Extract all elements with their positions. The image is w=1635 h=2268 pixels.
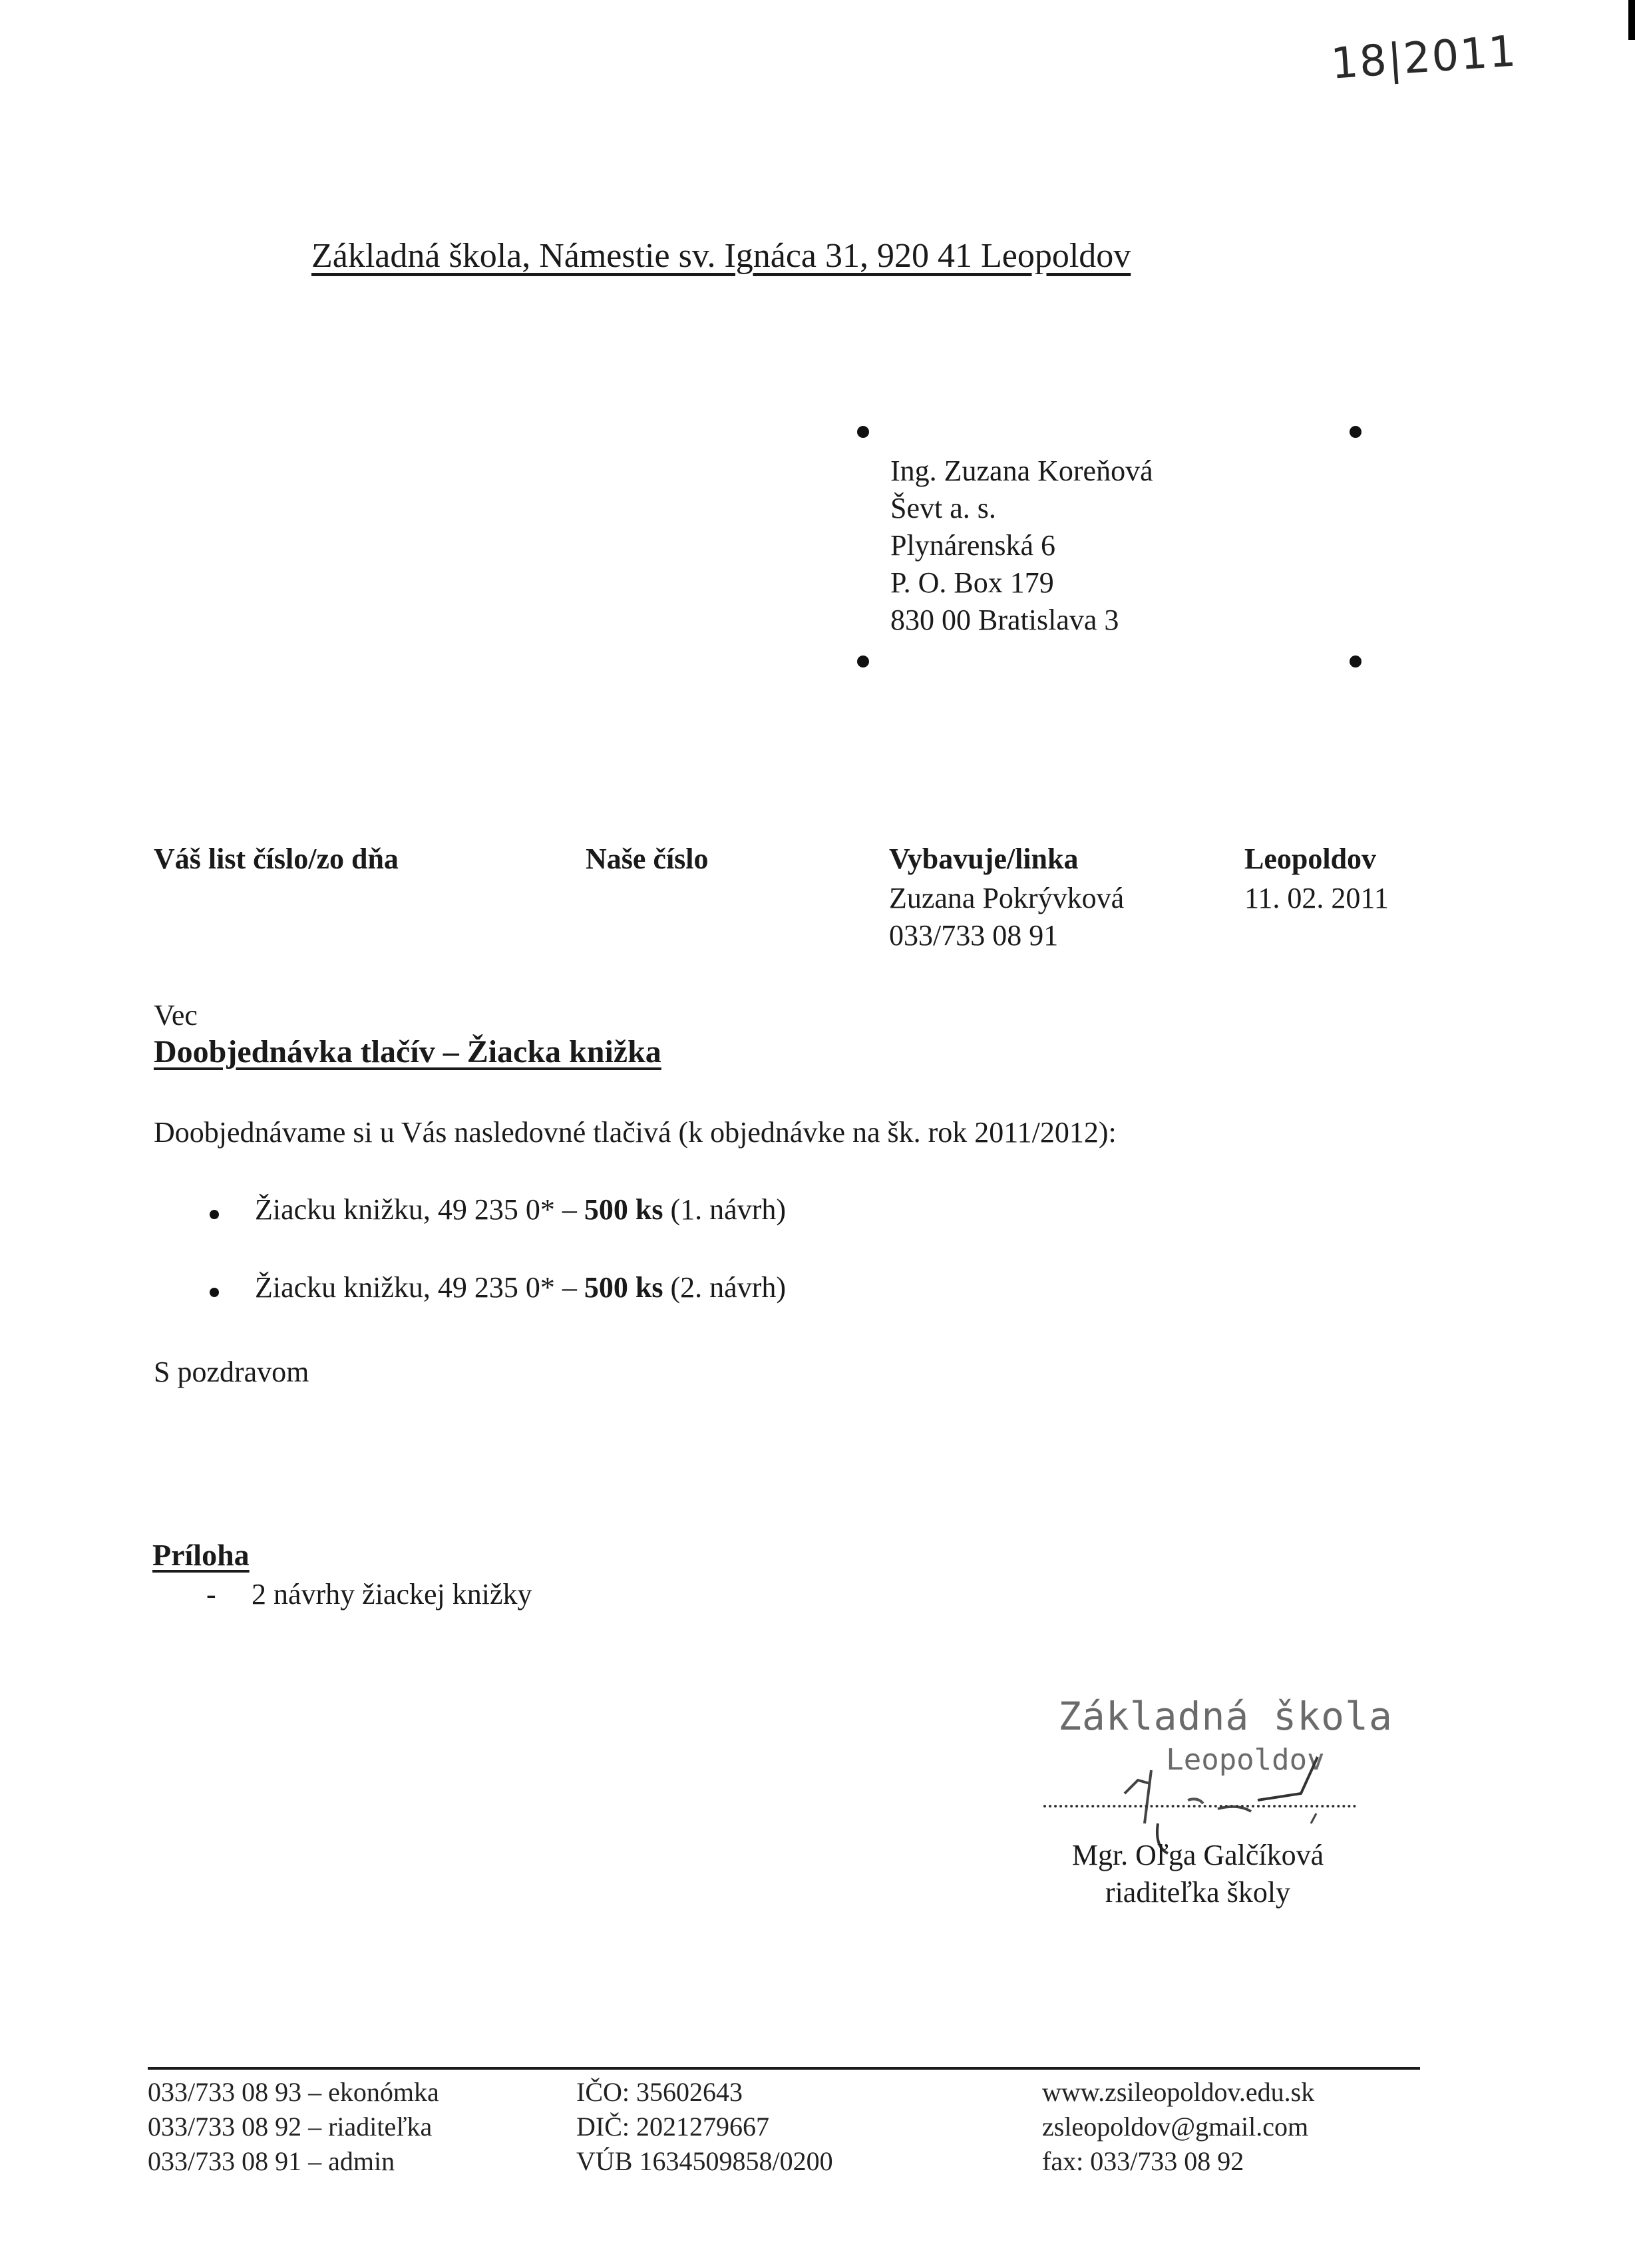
footer-line: 033/733 08 91 – admin: [148, 2146, 395, 2176]
footer-divider: [148, 2067, 1420, 2070]
footer-line: IČO: 35602643: [576, 2077, 743, 2107]
footer-line: 033/733 08 93 – ekonómka: [148, 2077, 439, 2107]
order-item-desc: Žiacku knižku, 49 235 0* –: [255, 1193, 584, 1226]
attachment-item: 2 návrhy žiackej knižky: [252, 1578, 532, 1610]
order-item-qty: 500 ks: [584, 1271, 663, 1304]
signer-block: [1058, 1837, 1338, 1911]
attachment-heading: Príloha: [152, 1538, 250, 1572]
our-number-label: Naše číslo: [586, 843, 709, 875]
order-item: [255, 1193, 786, 1227]
closing-greeting: S pozdravom: [154, 1356, 309, 1388]
bullet-icon: [210, 1210, 219, 1219]
stamp-line-2: Leopoldov: [1166, 1743, 1325, 1777]
footer-line: VÚB 1634509858/0200: [576, 2146, 833, 2176]
order-item-qty: 500 ks: [584, 1193, 663, 1226]
footer-line: 033/733 08 92 – riaditeľka: [148, 2112, 433, 2142]
address-window-corner-br: [1350, 656, 1362, 667]
signer-name: Mgr. Oľga Galčíková: [1071, 1839, 1324, 1871]
recipient-address: [890, 453, 1153, 639]
footer-phones: [148, 2075, 439, 2179]
order-item-note: (2. návrh): [663, 1271, 787, 1304]
footer-ids: [576, 2075, 833, 2179]
order-item: [255, 1270, 786, 1304]
stamp-line-1: Základná škola: [1058, 1694, 1393, 1739]
recipient-line: Plynárenská 6: [890, 529, 1056, 562]
address-window-corner-bl: [857, 656, 869, 667]
signer-role: riaditeľka školy: [1105, 1876, 1291, 1909]
footer-line: fax: 033/733 08 92: [1042, 2146, 1244, 2176]
handled-by-name: Zuzana Pokrývková: [889, 882, 1125, 914]
scan-edge-mark: [1628, 0, 1635, 40]
bullet-icon: [210, 1288, 219, 1297]
recipient-line: P. O. Box 179: [890, 566, 1054, 599]
recipient-line: Ševt a. s.: [890, 492, 996, 524]
recipient-line: Ing. Zuzana Koreňová: [890, 455, 1153, 487]
handled-by-label: Vybavuje/linka: [889, 843, 1079, 875]
order-item-note: (1. návrh): [663, 1193, 787, 1226]
recipient-line: 830 00 Bratislava 3: [890, 604, 1119, 636]
your-letter-label: Váš list číslo/zo dňa: [154, 843, 399, 875]
footer-line: www.zsileopoldov.edu.sk: [1042, 2077, 1315, 2107]
handled-by-phone: 033/733 08 91: [889, 919, 1059, 952]
address-window-corner-tr: [1350, 426, 1362, 438]
footer-contacts: [1042, 2075, 1314, 2179]
school-header-title: Základná škola, Námestie sv. Ignáca 31, 920 41 Leopoldov: [311, 237, 1131, 275]
subject-text: Doobjednávka tlačív – Žiacka knižka: [154, 1034, 661, 1069]
signature-line: [1043, 1805, 1356, 1807]
order-item-desc: Žiacku knižku, 49 235 0* –: [255, 1271, 584, 1304]
body-intro: Doobjednávame si u Vás nasledovné tlačivá (k objednávke na šk. rok 2011/2012):: [154, 1116, 1117, 1149]
letter-date: 11. 02. 2011: [1244, 882, 1389, 914]
place-label: Leopoldov: [1244, 843, 1377, 875]
subject-label: Vec: [154, 999, 198, 1032]
attachment-dash: -: [206, 1578, 216, 1610]
handwritten-registry-number: 18|2011: [1329, 27, 1519, 89]
address-window-corner-tl: [857, 426, 869, 438]
footer-line: DIČ: 2021279667: [576, 2112, 769, 2142]
footer-line: zsleopoldov@gmail.com: [1042, 2112, 1309, 2142]
